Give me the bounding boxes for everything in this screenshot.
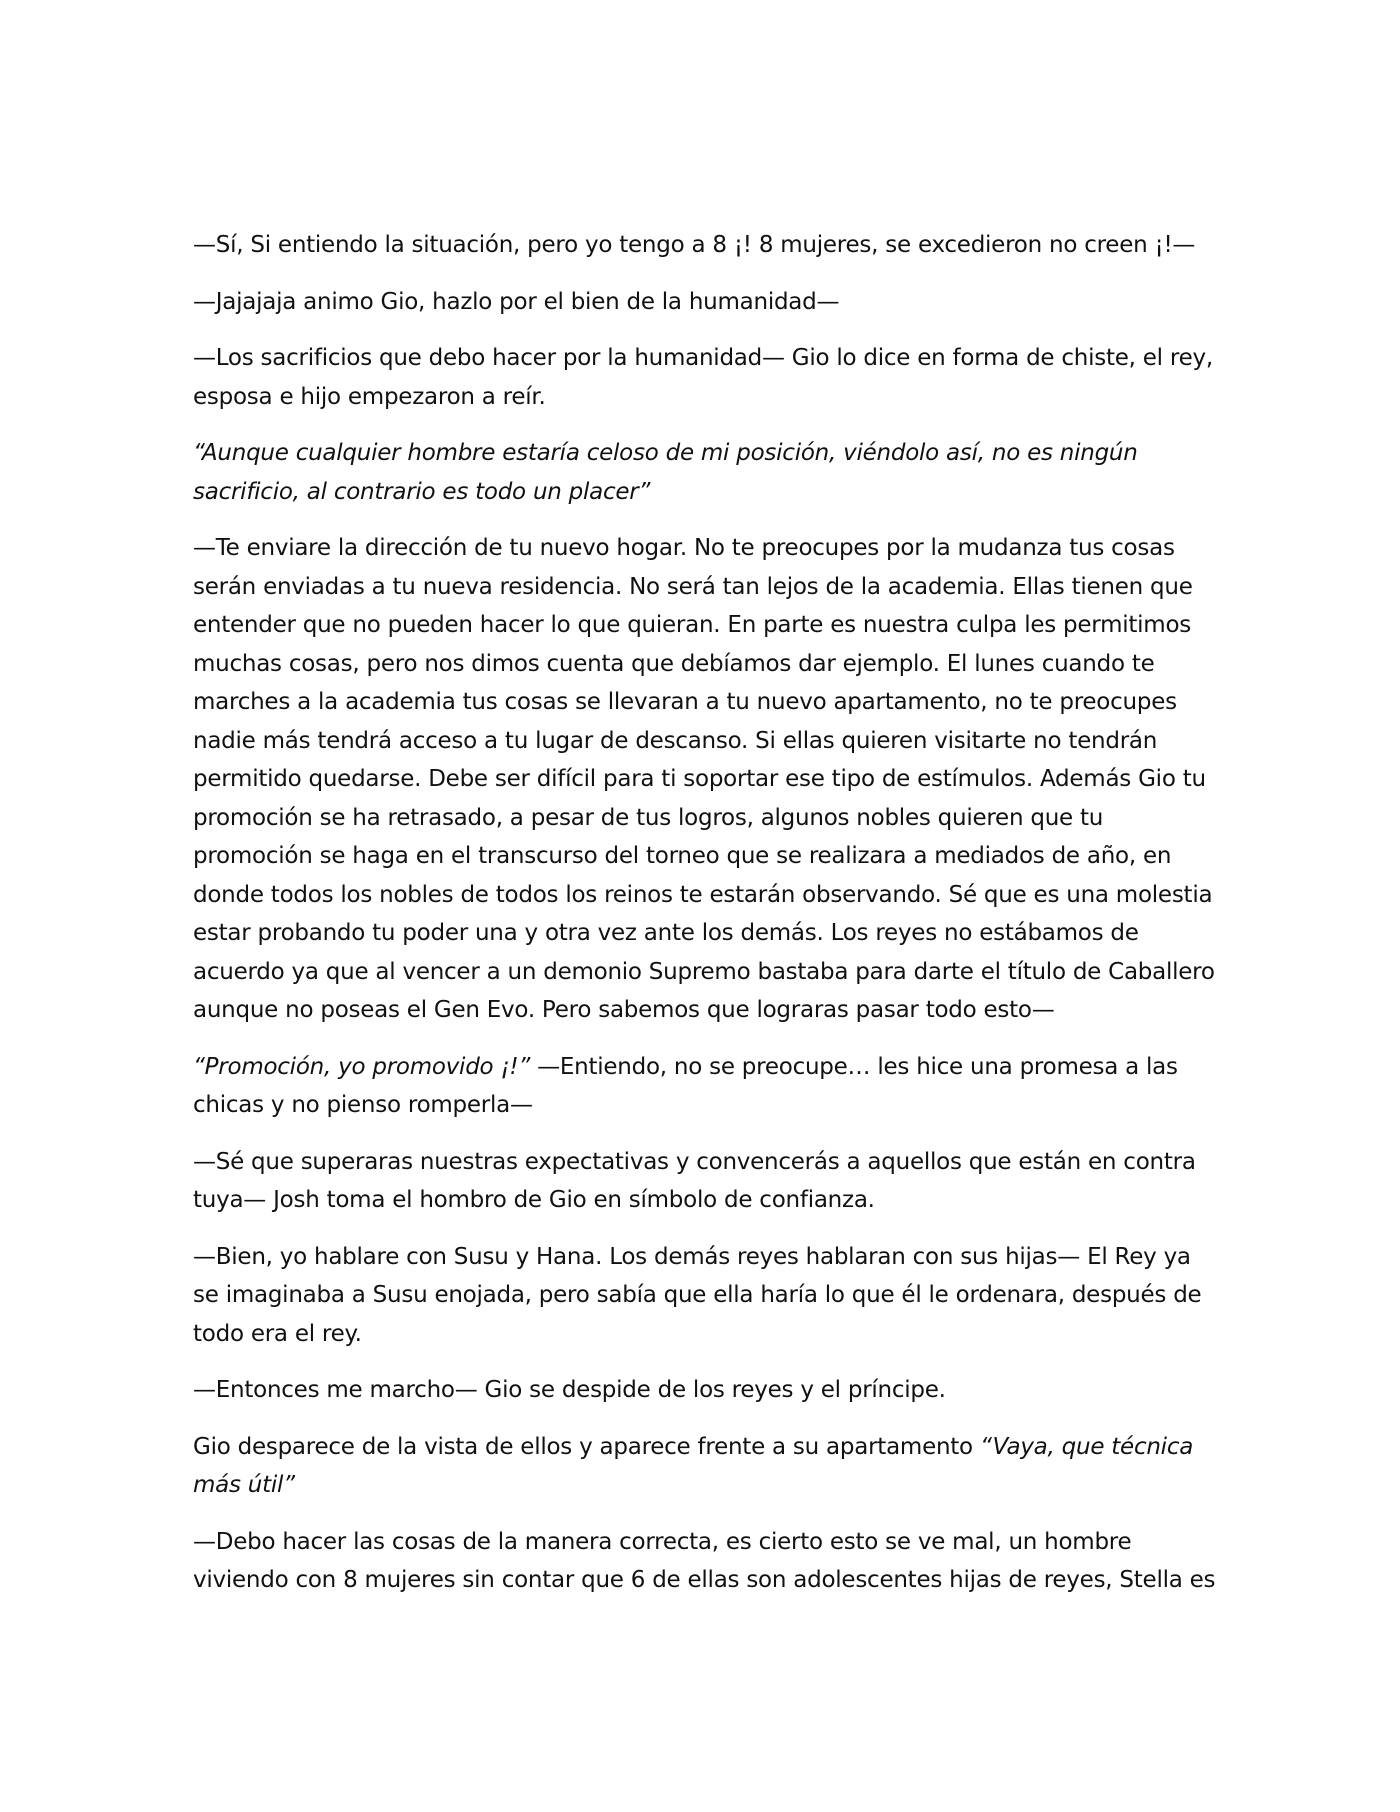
paragraph-4 — [193, 434, 1218, 511]
text-segment: —Jajajaja animo Gio, hazlo por el bien de la humanidad— — [193, 288, 840, 315]
italic-thought: “Aunque cualquier hombre estaría celoso de mi posición, viéndolo así, no es ningún sacrificio, al contrario es todo un placer” — [193, 440, 1138, 505]
paragraph-10 — [193, 1428, 1218, 1505]
text-segment: —Te enviare la dirección de tu nuevo hogar. No te preocupes por la mudanza tus cosas serán enviadas a tu nueva residencia. No será tan lejos de la academia. Ellas tienen que entender que no pueden hacer lo que quieran. En parte es nuestra culpa les permitimos muchas cosas, pero nos dimos cuenta que debíamos dar ejemplo. El lunes cuando te marches a la academia tus cosas se llevaran a tu nuevo apartamento, no te preocupes nadie más tendrá acceso a tu lugar de descanso. Si ellas quieren visitarte no tendrán permitido quedarse. Debe ser difícil para ti soportar ese tipo de estímulos. Además Gio tu promoción se ha retrasado, a pesar de tus logros, algunos nobles quieren que tu promoción se haga en el transcurso del torneo que se realizara a mediados de año, en donde todos los nobles de todos los reinos te estarán observando. Sé que es una molestia estar probando tu poder una y otra vez ante los demás. Los reyes no estábamos de acuerdo ya que al vencer a un demonio Supremo bastaba para darte el título de Caballero aunque no poseas el Gen Evo. Pero sabemos que lograras pasar todo esto— — [193, 535, 1215, 1023]
paragraph-8 — [193, 1238, 1218, 1354]
text-segment: —Sé que superaras nuestras expectativas y convencerás a aquellos que están en contra tuya— Josh toma el hombro de Gio en símbolo de confianza. — [193, 1148, 1196, 1213]
paragraph-9 — [193, 1371, 1218, 1410]
text-segment: —Bien, yo hablare con Susu y Hana. Los demás reyes hablaran con sus hijas— El Rey ya se imaginaba a Susu enojada, pero sabía que ella haría lo que él le ordenara, después de todo era el rey. — [193, 1243, 1202, 1347]
paragraph-2 — [193, 283, 1218, 322]
paragraph-7 — [193, 1143, 1218, 1220]
paragraph-3 — [193, 339, 1218, 416]
text-segment: Gio desparece de la vista de ellos y aparece frente a su apartamento — [193, 1433, 980, 1460]
paragraph-6 — [193, 1048, 1218, 1125]
text-segment: —Entiendo, no se preocupe… les hice una promesa a las chicas y no pienso romperla— — [193, 1053, 1178, 1118]
text-segment: —Entonces me marcho— Gio se despide de los reyes y el príncipe. — [193, 1377, 946, 1403]
text-segment: —Sí, Si entiendo la situación, pero yo tengo a 8 ¡! 8 mujeres, se excedieron no creen ¡!— — [193, 232, 1196, 258]
document-page — [193, 226, 1218, 1618]
text-segment: —Debo hacer las cosas de la manera correcta, es cierto esto se ve mal, un hombre viviendo con 8 mujeres sin contar que 6 de ellas son adolescentes hijas de reyes, Stella es — [193, 1528, 1216, 1593]
paragraph-1 — [193, 226, 1218, 265]
italic-thought: “Promoción, yo promovido ¡!” — [193, 1053, 531, 1080]
paragraph-5 — [193, 529, 1218, 1030]
italic-thought: “Vaya, que técnica más útil” — [193, 1433, 1194, 1498]
text-segment: —Los sacrificios que debo hacer por la humanidad— Gio lo dice en forma de chiste, el rey, esposa e hijo empezaron a reír. — [193, 345, 1213, 410]
paragraph-11 — [193, 1523, 1218, 1600]
